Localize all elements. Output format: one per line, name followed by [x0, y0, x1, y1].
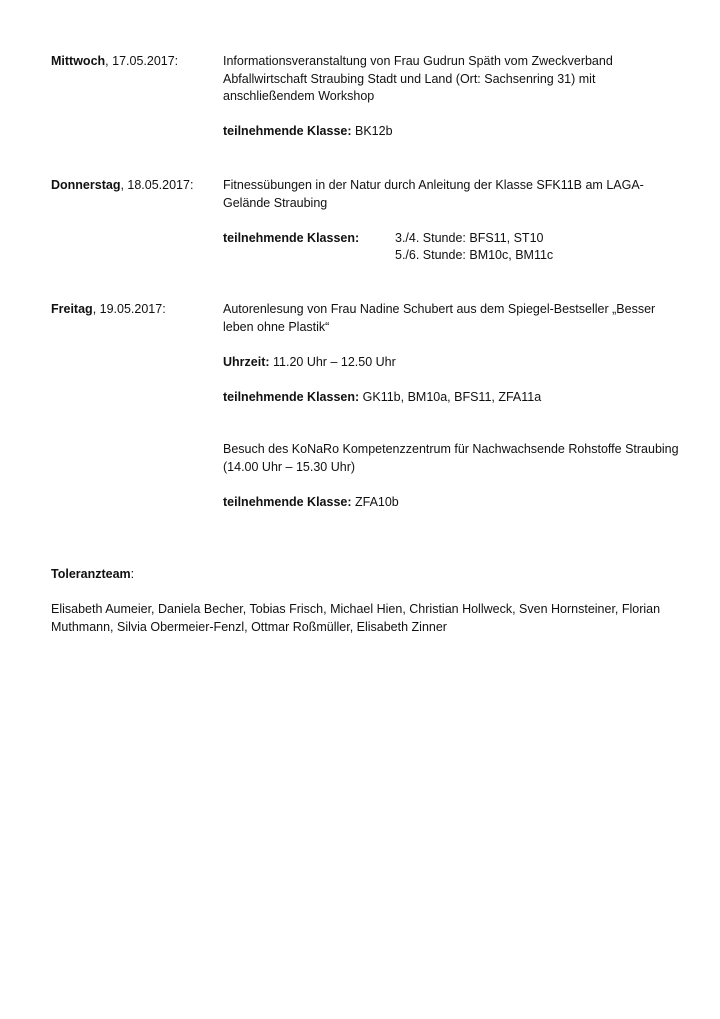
- visit-participants: [223, 494, 683, 512]
- lesson-schedule-2: 5./6. Stunde: BM10c, BM11c: [395, 248, 554, 262]
- event-day-label: [51, 301, 221, 319]
- event-description: Fitnessübungen in der Natur durch Anleitung der Klasse SFK11B am LAGA-Gelände Straubing: [223, 178, 644, 210]
- event-day-label: [51, 177, 221, 195]
- participants-value: ZFA10b: [351, 494, 399, 509]
- event-day-name: Freitag: [51, 302, 93, 316]
- time-value: 11.20 Uhr – 12.50 Uhr: [269, 354, 396, 369]
- lesson-schedule-1: 3./4. Stunde: BFS11, ST10: [395, 230, 544, 245]
- participants-label: teilnehmende Klassen:: [223, 389, 360, 404]
- participants-label: teilnehmende Klasse:: [223, 124, 352, 138]
- event-participants: [223, 230, 683, 265]
- event-time: [223, 354, 683, 372]
- team-heading-text: Toleranzteam: [51, 567, 131, 581]
- participants-label: teilnehmende Klasse:: [223, 494, 352, 509]
- event-day-name: Donnerstag: [51, 178, 121, 192]
- event-content: [223, 177, 683, 265]
- event-description: Autorenlesung von Frau Nadine Schubert aus dem Spiegel-Bestseller „Besser leben ohne Plastik“: [223, 302, 656, 334]
- event-day-label: [51, 53, 221, 71]
- event-participants: [223, 123, 683, 141]
- team-heading-suffix: :: [130, 567, 135, 581]
- team-members: Elisabeth Aumeier, Daniela Becher, Tobias Frisch, Michael Hien, Christian Hollweck, Sven Hornsteiner, Florian Muthmann, Silvia Obermeier-Fenzl, Ottmar Roßmüller, Elisabeth Zinner: [51, 602, 661, 634]
- event-day-date: , 18.05.2017:: [120, 178, 194, 192]
- participants-value: GK11b, BM10a, BFS11, ZFA11a: [359, 389, 542, 404]
- participants-value: BK12b: [351, 124, 393, 138]
- event-day-date: , 17.05.2017:: [105, 54, 179, 68]
- event-day-name: Mittwoch: [51, 54, 106, 68]
- visit-description: Besuch des KoNaRo Kompetenzzentrum für Nachwachsende Rohstoffe Straubing (14.00 Uhr – 15.30 Uhr): [223, 442, 679, 474]
- team-section: [51, 566, 681, 636]
- participants-label: teilnehmende Klassen:: [223, 230, 360, 245]
- event-content: [223, 301, 683, 511]
- event-participants: [223, 389, 683, 407]
- time-label: Uhrzeit:: [223, 354, 270, 369]
- team-heading: [51, 566, 681, 584]
- event-description: Informationsveranstaltung von Frau Gudrun Späth vom Zweckverband Abfallwirtschaft Straubing Stadt und Land (Ort: Sachsenring 31) mit anschließendem Workshop: [223, 54, 613, 103]
- event-day-date: , 19.05.2017:: [92, 302, 166, 316]
- event-content: [223, 53, 683, 141]
